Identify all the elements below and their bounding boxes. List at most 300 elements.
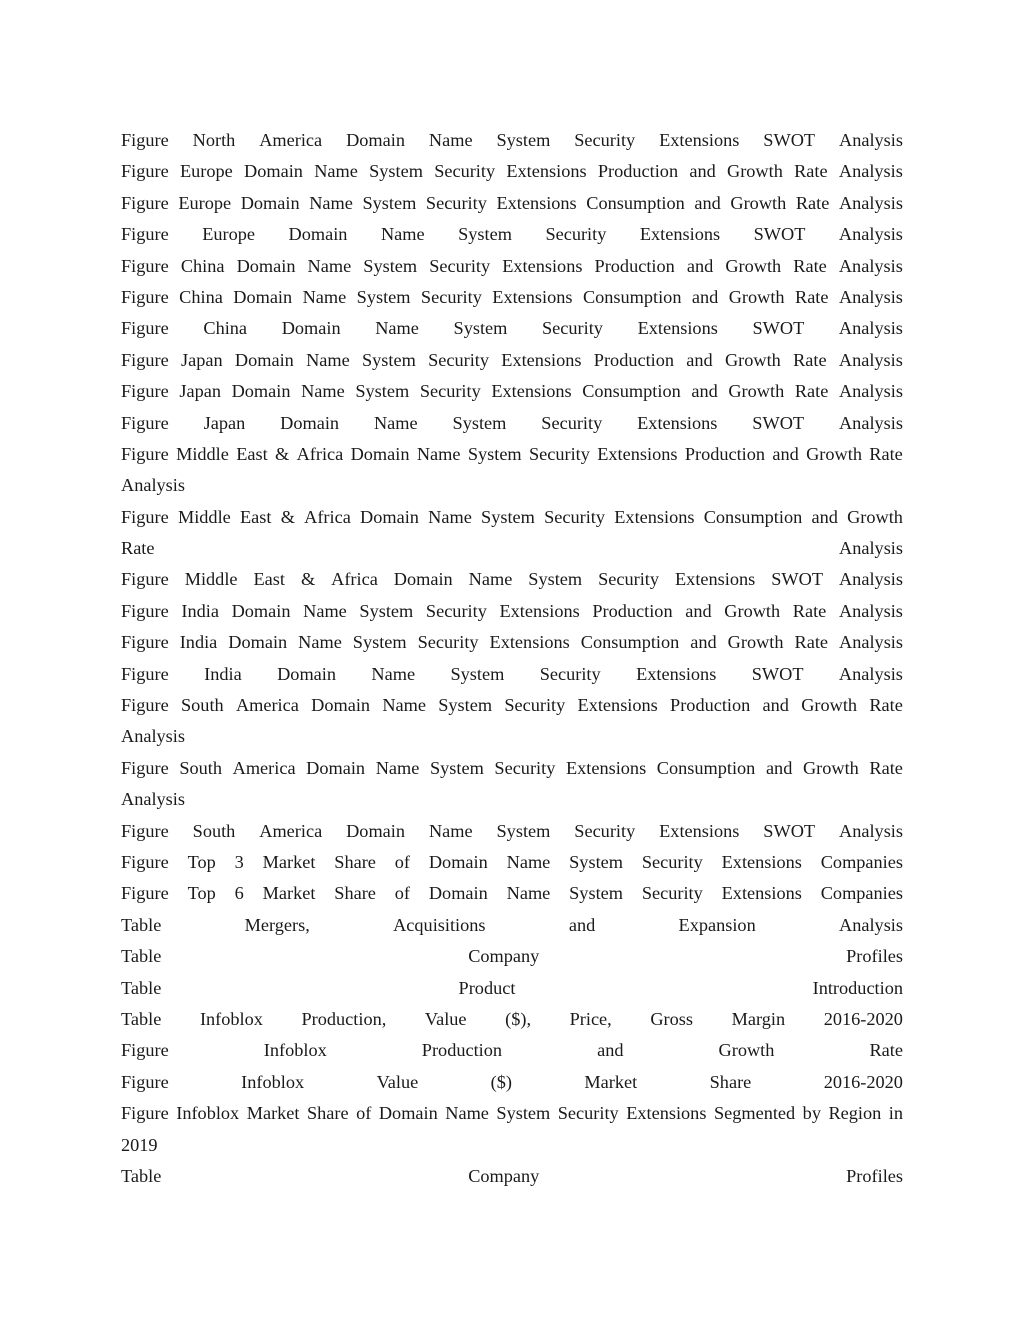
word: Domain — [350, 443, 410, 464]
word: Region — [828, 1103, 882, 1124]
word: ($), — [505, 1008, 532, 1029]
word: Name — [506, 883, 551, 904]
text-line — [121, 1098, 903, 1129]
word: Domain — [277, 663, 337, 684]
word: Figure — [121, 851, 169, 872]
word: China — [180, 255, 225, 276]
text-line — [121, 313, 903, 344]
word: Name — [428, 506, 472, 527]
line-text: Analysis — [121, 475, 185, 496]
word: Domain — [428, 851, 488, 872]
text-line — [121, 408, 903, 439]
word: Product — [458, 977, 516, 998]
word: Production — [597, 161, 679, 182]
text-line — [121, 1161, 903, 1192]
word: Rate — [869, 443, 903, 464]
word: Domain — [378, 1103, 438, 1124]
word: Security — [528, 443, 590, 464]
word: & — [275, 443, 290, 464]
word: 2016-2020 — [823, 1071, 903, 1092]
word: Extensions — [597, 443, 678, 464]
word: Extensions — [659, 820, 740, 841]
word: and — [762, 695, 789, 716]
word: 3 — [234, 851, 244, 872]
word: Rate — [869, 757, 903, 778]
word: System — [496, 820, 551, 841]
word: Extensions — [492, 286, 573, 307]
text-line — [121, 282, 903, 313]
word: Name — [373, 412, 418, 433]
word: Domain — [233, 286, 293, 307]
word: Margin — [731, 1008, 786, 1029]
word: Rate — [869, 695, 903, 716]
word: Segmented — [713, 1103, 796, 1124]
text-line — [121, 627, 903, 658]
word: System — [438, 695, 493, 716]
word: and — [691, 381, 718, 402]
word: Extensions — [577, 695, 658, 716]
word: Rate — [869, 1040, 903, 1061]
word: Name — [303, 600, 347, 621]
word: Figure — [121, 224, 169, 245]
word: Table — [121, 1165, 162, 1186]
word: Consumption — [586, 192, 685, 213]
word: Market — [584, 1071, 638, 1092]
word: System — [458, 224, 512, 245]
word: Name — [302, 286, 347, 307]
word: India — [179, 632, 218, 653]
word: Production — [592, 600, 673, 621]
word: Value — [376, 1071, 419, 1092]
text-line — [121, 659, 903, 690]
word: Figure — [121, 820, 169, 841]
word: Analysis — [839, 632, 903, 653]
word: System — [528, 569, 583, 590]
word: Rate — [795, 192, 830, 213]
word: Consumption — [656, 757, 756, 778]
word: Profiles — [846, 946, 903, 967]
word: Production — [421, 1040, 503, 1061]
word: Figure — [121, 663, 169, 684]
word: Top — [187, 851, 216, 872]
word: Extensions — [489, 632, 570, 653]
word: SWOT — [763, 820, 816, 841]
word: System — [481, 506, 535, 527]
text-line — [121, 125, 903, 156]
text-line — [121, 784, 903, 815]
word: Extensions — [565, 757, 647, 778]
word: Market — [262, 883, 316, 904]
word: by — [802, 1103, 821, 1124]
word: Figure — [121, 286, 169, 307]
word: and — [765, 757, 793, 778]
word: Figure — [121, 695, 169, 716]
word: Table — [121, 977, 162, 998]
word: System — [569, 883, 623, 904]
word: Extensions — [721, 883, 802, 904]
word: Production — [684, 443, 766, 464]
word: India — [204, 663, 242, 684]
word: Growth — [724, 600, 781, 621]
word: America — [259, 130, 323, 150]
word: Rate — [794, 632, 829, 653]
word: Table — [121, 1008, 162, 1029]
word: of — [394, 883, 410, 904]
word: Figure — [121, 255, 169, 276]
word: Domain — [236, 255, 296, 276]
word: and — [690, 632, 717, 653]
word: Figure — [121, 412, 169, 433]
word: Africa — [304, 506, 351, 527]
text-line — [121, 564, 903, 595]
word: China — [179, 286, 223, 307]
word: Name — [416, 443, 461, 464]
word: China — [203, 318, 248, 339]
word: Security — [541, 412, 603, 433]
word: Growth — [725, 255, 782, 276]
text-line — [121, 1130, 903, 1161]
word: Rate — [795, 286, 829, 307]
word: Figure — [121, 130, 169, 150]
word: Name — [375, 318, 419, 339]
word: Rate — [121, 538, 155, 559]
word: Growth — [802, 757, 859, 778]
text-line — [121, 878, 903, 909]
word: System — [355, 381, 410, 402]
word: Name — [506, 851, 551, 872]
word: Mergers, — [244, 914, 310, 935]
word: ($) — [490, 1071, 512, 1092]
word: Share — [307, 1103, 349, 1124]
word: Figure — [121, 1071, 169, 1092]
word: Share — [334, 851, 376, 872]
text-line — [121, 376, 903, 407]
word: Rate — [792, 600, 827, 621]
word: Growth — [801, 695, 858, 716]
word: Domain — [360, 506, 419, 527]
word: System — [453, 318, 508, 339]
word: Analysis — [839, 130, 903, 150]
text-line — [121, 502, 903, 533]
word: Extensions — [639, 224, 721, 245]
word: SWOT — [753, 224, 806, 245]
word: Table — [121, 914, 162, 935]
word: System — [467, 443, 522, 464]
word: Domain — [234, 349, 294, 370]
word: System — [359, 600, 414, 621]
word: System — [362, 192, 417, 213]
word: Expansion — [678, 914, 756, 935]
word: Name — [428, 130, 473, 150]
line-text: Analysis — [121, 726, 185, 747]
word: South — [181, 695, 224, 716]
word: Figure — [121, 1103, 169, 1124]
word: Security — [557, 1103, 619, 1124]
word: Extensions — [496, 192, 577, 213]
word: Extensions — [506, 161, 587, 182]
word: South — [179, 757, 223, 778]
text-line — [121, 941, 903, 972]
text-line — [121, 219, 903, 250]
word: Security — [494, 757, 556, 778]
word: Domain — [240, 192, 300, 213]
word: Extensions — [637, 318, 718, 339]
word: SWOT — [751, 663, 804, 684]
word: Name — [375, 757, 420, 778]
word: Extensions — [626, 1103, 707, 1124]
word: Growth — [724, 349, 781, 370]
word: Middle — [176, 443, 229, 464]
text-line — [121, 188, 903, 219]
word: Africa — [296, 443, 344, 464]
text-line — [121, 1035, 903, 1066]
word: Domain — [228, 632, 288, 653]
word: Domain — [244, 161, 303, 182]
word: Security — [420, 286, 482, 307]
word: Company — [468, 1165, 540, 1186]
word: 6 — [234, 883, 244, 904]
word: Figure — [121, 318, 169, 339]
word: Extensions — [721, 851, 802, 872]
word: Name — [307, 255, 352, 276]
word: Growth — [847, 506, 903, 527]
word: Name — [371, 663, 416, 684]
word: SWOT — [763, 130, 816, 150]
word: Analysis — [838, 381, 903, 402]
word: Analysis — [838, 663, 903, 684]
word: South — [192, 820, 236, 841]
word: Extensions — [637, 412, 718, 433]
word: Domain — [231, 600, 291, 621]
word: Domain — [280, 412, 340, 433]
word: Japan — [179, 381, 221, 402]
word: East — [236, 443, 268, 464]
word: Domain — [428, 883, 488, 904]
word: Domain — [288, 224, 348, 245]
word: Infoblox — [199, 1008, 263, 1029]
word: Production — [670, 695, 751, 716]
word: Name — [306, 349, 350, 370]
word: System — [361, 349, 416, 370]
word: Figure — [121, 569, 169, 590]
word: Extensions — [491, 381, 572, 402]
word: Middle — [177, 506, 231, 527]
word: Price, — [569, 1008, 612, 1029]
word: Europe — [202, 224, 256, 245]
word: America — [235, 695, 299, 716]
word: Name — [301, 381, 345, 402]
text-line — [121, 816, 903, 847]
word: Growth — [730, 192, 787, 213]
word: SWOT — [752, 412, 805, 433]
text-line — [121, 1067, 903, 1098]
word: East — [253, 569, 285, 590]
word: Security — [574, 130, 636, 150]
word: Rate — [793, 255, 827, 276]
word: System — [352, 632, 407, 653]
word: Companies — [820, 851, 903, 872]
word: and — [694, 192, 721, 213]
document-page — [121, 125, 903, 1192]
word: Infoblox — [263, 1040, 327, 1061]
word: Security — [434, 161, 496, 182]
word: India — [181, 600, 219, 621]
word: Security — [425, 192, 487, 213]
word: Japan — [181, 349, 223, 370]
text-line — [121, 439, 903, 470]
word: Security — [425, 600, 487, 621]
word: Analysis — [838, 255, 903, 276]
word: America — [232, 757, 296, 778]
word: 2016-2020 — [823, 1008, 903, 1029]
word: Africa — [331, 569, 378, 590]
line-text: 2019 — [121, 1134, 158, 1155]
word: Security — [429, 255, 491, 276]
word: Security — [419, 381, 481, 402]
word: Analysis — [838, 318, 903, 339]
text-line — [121, 753, 903, 784]
word: Domain — [393, 569, 453, 590]
text-line — [121, 345, 903, 376]
word: Figure — [121, 381, 169, 402]
word: Figure — [121, 506, 169, 527]
word: Analysis — [839, 820, 903, 841]
word: Production, — [301, 1008, 387, 1029]
word: in — [888, 1103, 903, 1124]
word: Security — [542, 318, 603, 339]
word: Domain — [306, 757, 366, 778]
word: Domain — [311, 695, 371, 716]
word: Rate — [794, 381, 829, 402]
word: Analysis — [839, 914, 903, 935]
word: Security — [539, 663, 601, 684]
word: Name — [314, 161, 358, 182]
word: and — [772, 443, 799, 464]
word: Consumption — [580, 632, 680, 653]
word: Profiles — [846, 1165, 903, 1186]
word: Figure — [121, 883, 169, 904]
word: North — [192, 130, 236, 150]
text-line — [121, 156, 903, 187]
word: Introduction — [812, 977, 903, 998]
word: Domain — [346, 130, 405, 150]
word: Table — [121, 946, 162, 967]
word: Name — [468, 569, 513, 590]
word: & — [300, 569, 316, 590]
word: System — [569, 851, 623, 872]
word: Extensions — [636, 663, 717, 684]
word: Security — [641, 851, 703, 872]
word: Security — [574, 820, 636, 841]
word: Extensions — [614, 506, 695, 527]
word: Figure — [121, 1040, 169, 1061]
word: and — [689, 161, 716, 182]
word: Analysis — [839, 538, 903, 559]
word: Consumption — [703, 506, 803, 527]
word: Growth — [727, 161, 783, 182]
word: Name — [380, 224, 425, 245]
word: Name — [428, 820, 473, 841]
word: Market — [246, 1103, 300, 1124]
word: Analysis — [838, 569, 903, 590]
word: Europe — [179, 161, 233, 182]
word: Growth — [728, 381, 785, 402]
word: Figure — [121, 757, 169, 778]
word: Acquisitions — [393, 914, 486, 935]
text-line — [121, 596, 903, 627]
word: Security — [641, 883, 703, 904]
text-line — [121, 973, 903, 1004]
word: Security — [598, 569, 660, 590]
word: Analysis — [838, 224, 903, 245]
text-line — [121, 690, 903, 721]
word: Security — [504, 695, 566, 716]
word: Analysis — [838, 192, 903, 213]
word: System — [369, 161, 423, 182]
word: Name — [445, 1103, 489, 1124]
word: Production — [594, 255, 675, 276]
word: America — [259, 820, 323, 841]
word: Figure — [121, 632, 169, 653]
word: and — [686, 255, 714, 276]
word: Rate — [793, 349, 827, 370]
word: Europe — [178, 192, 232, 213]
word: Infoblox — [176, 1103, 240, 1124]
word: Growth — [727, 632, 784, 653]
word: Security — [417, 632, 479, 653]
word: System — [363, 255, 418, 276]
word: and — [597, 1040, 624, 1061]
word: Analysis — [838, 161, 903, 182]
text-line — [121, 470, 903, 501]
word: Extensions — [659, 130, 740, 150]
word: Rate — [794, 161, 828, 182]
text-line — [121, 847, 903, 878]
word: Infoblox — [241, 1071, 305, 1092]
word: Analysis — [838, 349, 903, 370]
word: System — [496, 130, 551, 150]
word: Growth — [728, 286, 785, 307]
word: Name — [382, 695, 426, 716]
word: Analysis — [838, 286, 903, 307]
word: System — [429, 757, 484, 778]
word: & — [280, 506, 295, 527]
word: Figure — [121, 443, 169, 464]
text-line — [121, 721, 903, 752]
word: Company — [468, 946, 540, 967]
word: Market — [262, 851, 316, 872]
word: Gross — [650, 1008, 694, 1029]
word: East — [239, 506, 272, 527]
text-line — [121, 910, 903, 941]
word: Name — [298, 632, 342, 653]
word: Security — [544, 506, 606, 527]
word: Analysis — [838, 412, 903, 433]
word: and — [691, 286, 719, 307]
word: Consumption — [582, 286, 682, 307]
word: Domain — [281, 318, 341, 339]
word: Extensions — [501, 349, 582, 370]
word: System — [496, 1103, 551, 1124]
word: SWOT — [752, 318, 805, 339]
word: Figure — [121, 349, 169, 370]
word: Japan — [203, 412, 246, 433]
word: Domain — [346, 820, 406, 841]
word: Value — [424, 1008, 467, 1029]
word: Extensions — [502, 255, 583, 276]
word: Extensions — [675, 569, 756, 590]
word: Companies — [820, 883, 903, 904]
